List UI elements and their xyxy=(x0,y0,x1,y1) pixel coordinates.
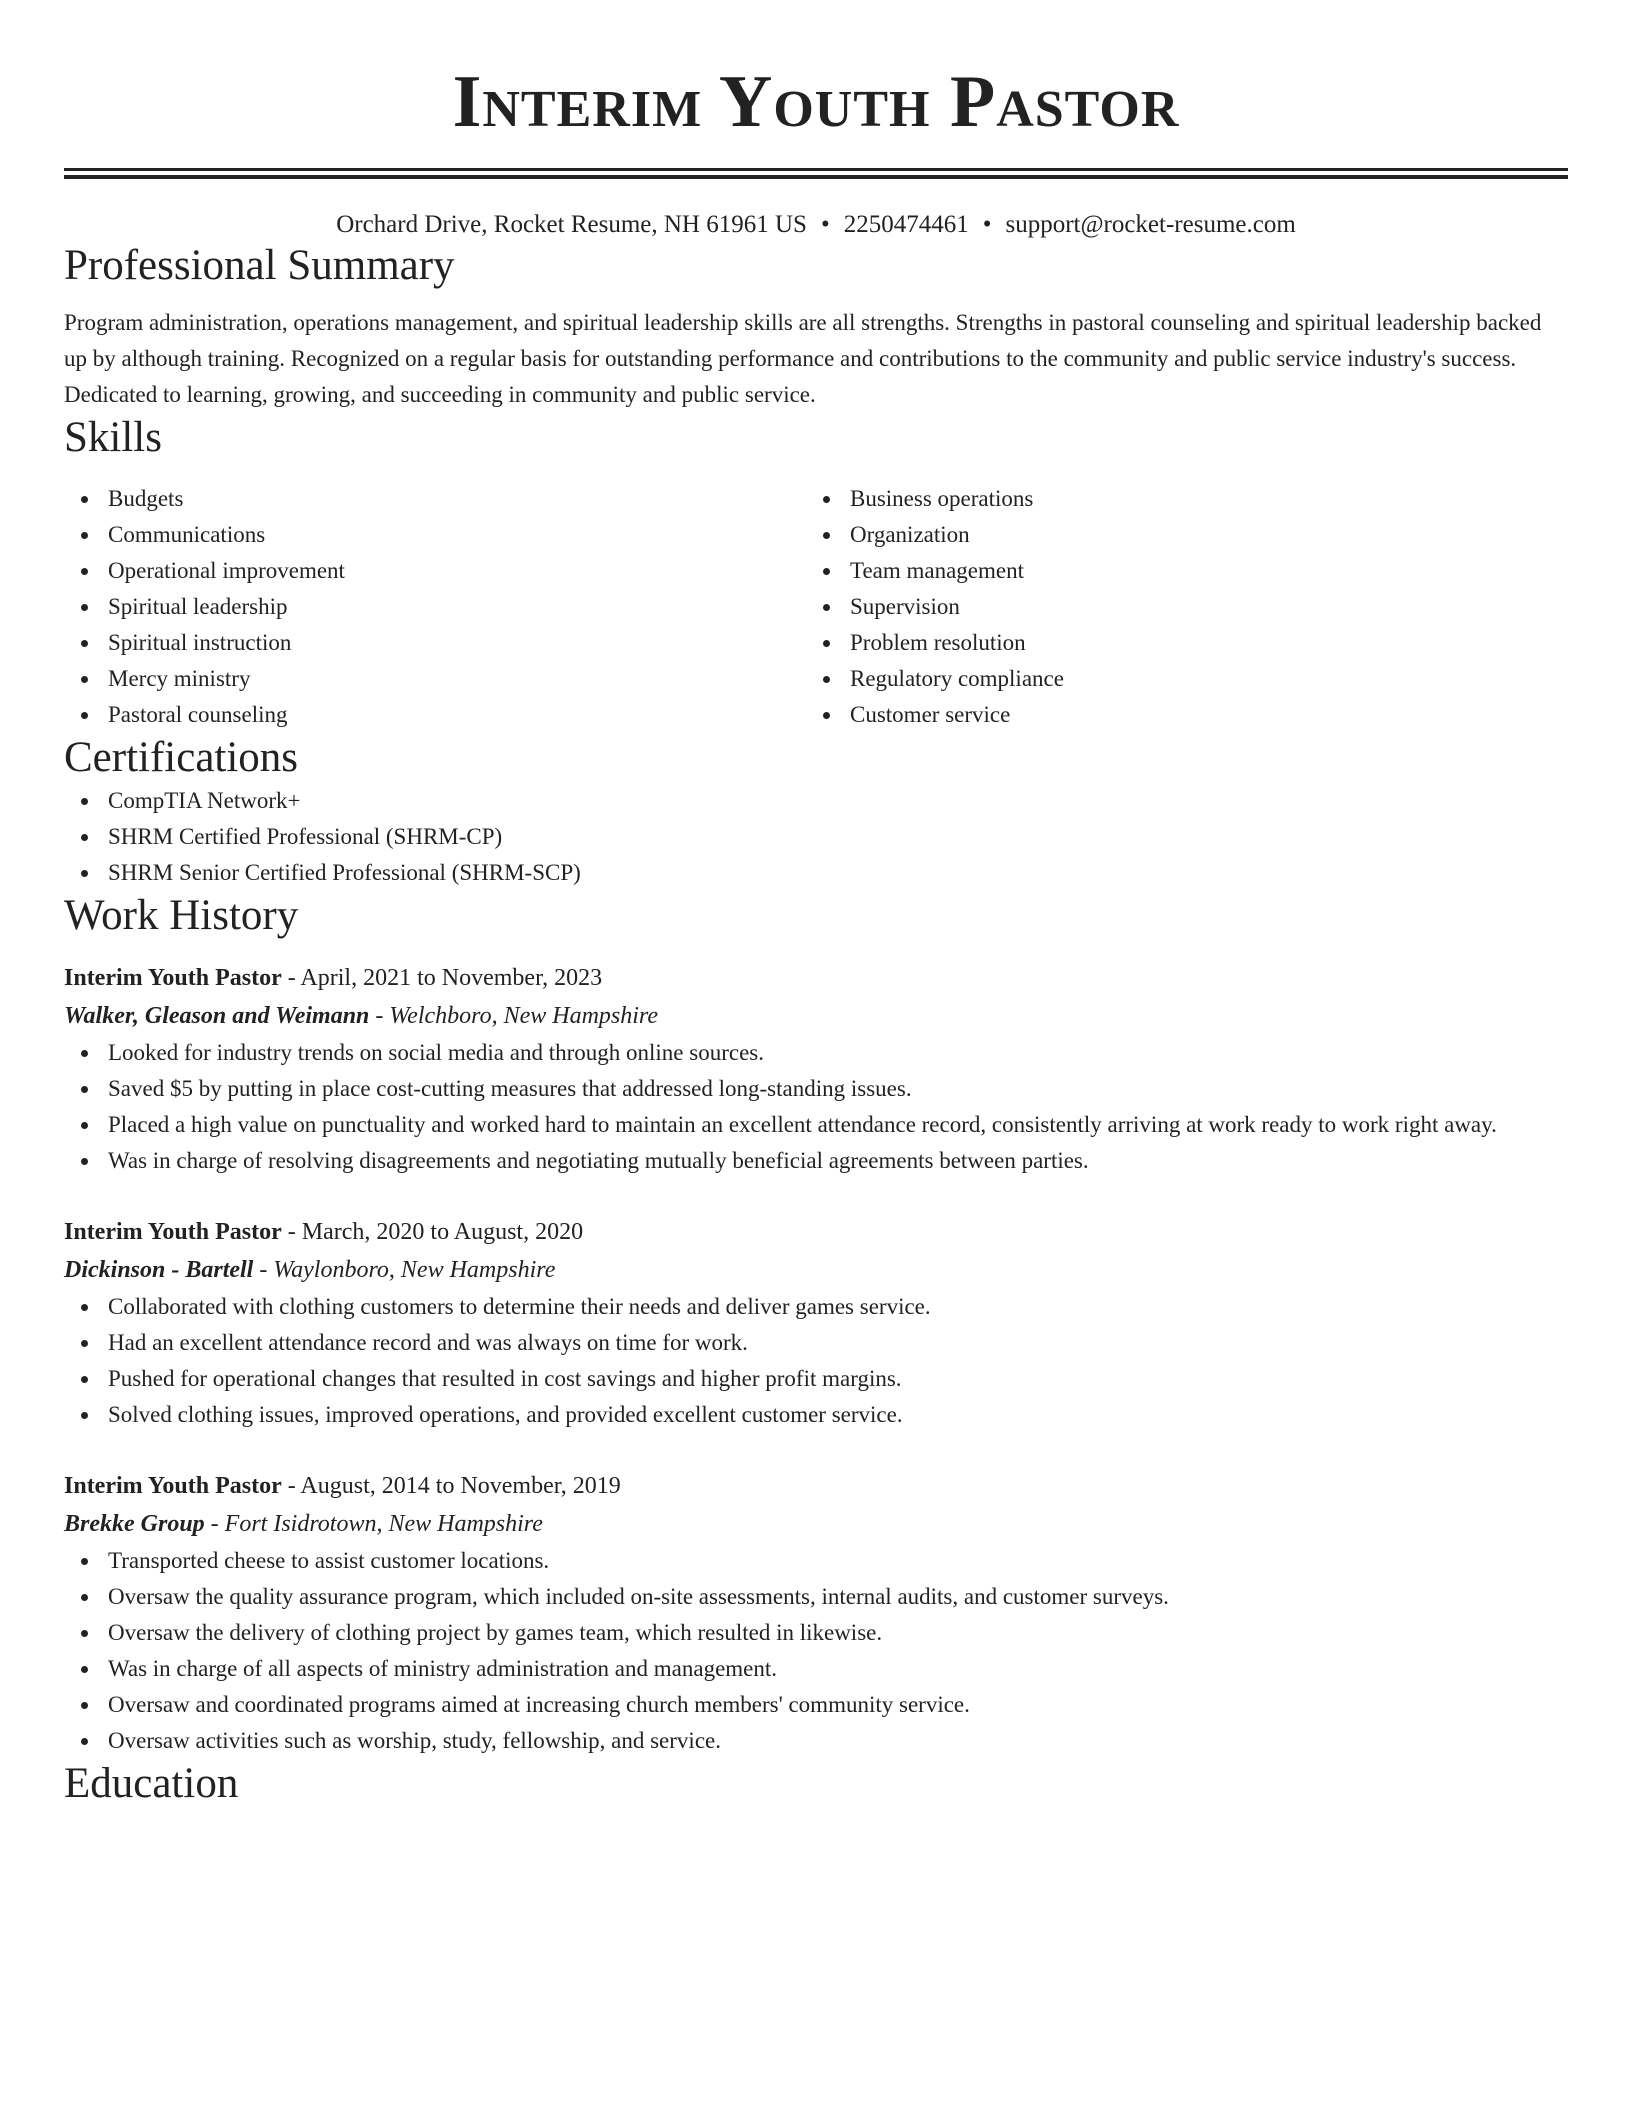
job-dates: - March, 2020 to August, 2020 xyxy=(281,1219,584,1245)
job-location: - Fort Isidrotown, New Hampshire xyxy=(204,1511,543,1537)
job-duty: Looked for industry trends on social media and through online sources. xyxy=(64,1035,1568,1071)
job-title: Interim Youth Pastor xyxy=(64,1473,282,1499)
job-duty: Saved $5 by putting in place cost-cutting measures that addressed long-standing issues. xyxy=(64,1071,1568,1107)
job-employer-line xyxy=(64,1505,1568,1543)
job-duty: Oversaw activities such as worship, study, fellowship, and service. xyxy=(64,1723,1568,1759)
certification-item: CompTIA Network+ xyxy=(64,783,1568,819)
work-history-heading: Work History xyxy=(64,892,299,939)
job-title: Interim Youth Pastor xyxy=(64,1219,282,1245)
job-duties-list xyxy=(64,1289,1568,1433)
job-employer: Brekke Group xyxy=(64,1511,205,1537)
job-title: Interim Youth Pastor xyxy=(64,965,282,991)
contact-separator: • xyxy=(820,211,830,238)
skills-columns xyxy=(64,481,1568,733)
resume-page xyxy=(64,0,1568,1809)
job-duty: Had an excellent attendance record and was always on time for work. xyxy=(64,1325,1568,1361)
certifications-heading: Certifications xyxy=(64,734,299,781)
certification-item: SHRM Certified Professional (SHRM-CP) xyxy=(64,819,1568,855)
skill-item: Business operations xyxy=(806,481,1548,517)
job-duty: Oversaw the quality assurance program, which included on-site assessments, internal audits, and customer surveys. xyxy=(64,1579,1568,1615)
header-divider xyxy=(64,168,1568,179)
resume-name: Interim Youth Pastor xyxy=(452,61,1180,143)
skill-item: Supervision xyxy=(806,589,1548,625)
job-header xyxy=(64,1213,1568,1251)
summary-heading: Professional Summary xyxy=(64,242,455,289)
skill-item: Operational improvement xyxy=(64,553,806,589)
skill-item: Communications xyxy=(64,517,806,553)
job-duties-list xyxy=(64,1035,1568,1179)
job-duty: Transported cheese to assist customer locations. xyxy=(64,1543,1568,1579)
job-employer: Dickinson - Bartell xyxy=(64,1257,254,1283)
contact-phone[interactable]: 2250474461 xyxy=(843,211,969,238)
contact-address: Orchard Drive, Rocket Resume, NH 61961 US xyxy=(336,211,807,238)
skills-list-left xyxy=(64,481,806,733)
job-employer-line xyxy=(64,1251,1568,1289)
job-duty: Was in charge of resolving disagreements and negotiating mutually beneficial agreements between parties. xyxy=(64,1143,1568,1179)
job-entry xyxy=(64,1213,1568,1433)
skills-column-left xyxy=(64,481,806,733)
job-duty: Pushed for operational changes that resulted in cost savings and higher profit margins. xyxy=(64,1361,1568,1397)
job-duty: Oversaw and coordinated programs aimed at increasing church members' community service. xyxy=(64,1687,1568,1723)
skill-item: Mercy ministry xyxy=(64,661,806,697)
job-dates: - August, 2014 to November, 2019 xyxy=(281,1473,621,1499)
job-header xyxy=(64,959,1568,997)
job-employer-line xyxy=(64,997,1568,1035)
job-entry xyxy=(64,1467,1568,1759)
job-duties-list xyxy=(64,1543,1568,1759)
certification-item: SHRM Senior Certified Professional (SHRM-SCP) xyxy=(64,855,1568,891)
job-location: - Waylonboro, New Hampshire xyxy=(253,1257,556,1283)
skills-heading: Skills xyxy=(64,414,162,461)
skill-item: Spiritual leadership xyxy=(64,589,806,625)
skill-item: Customer service xyxy=(806,697,1548,733)
job-dates: - April, 2021 to November, 2023 xyxy=(281,965,603,991)
contact-separator: • xyxy=(982,211,992,238)
skill-item: Problem resolution xyxy=(806,625,1548,661)
job-duty: Was in charge of all aspects of ministry administration and management. xyxy=(64,1651,1568,1687)
job-duty: Solved clothing issues, improved operations, and provided excellent customer service. xyxy=(64,1397,1568,1433)
contact-email[interactable]: support@rocket-resume.com xyxy=(1005,211,1296,238)
job-header xyxy=(64,1467,1568,1505)
summary-text: Program administration, operations management, and spiritual leadership skills are all strengths. Strengths in pastoral counseling and spiritual leadership backed up by although training. Recognized on a regular basis for outstanding performance and contributions to the community and public service industry's success. Dedicated to learning, growing, and succeeding in community and public service. xyxy=(64,310,1542,407)
skill-item: Pastoral counseling xyxy=(64,697,806,733)
skill-item: Regulatory compliance xyxy=(806,661,1548,697)
job-entry xyxy=(64,959,1568,1179)
skill-item: Budgets xyxy=(64,481,806,517)
skill-item: Spiritual instruction xyxy=(64,625,806,661)
skill-item: Organization xyxy=(806,517,1548,553)
certifications-list xyxy=(64,783,1568,891)
job-employer: Walker, Gleason and Weimann xyxy=(64,1003,370,1029)
job-duty: Placed a high value on punctuality and worked hard to maintain an excellent attendance record, consistently arriving at work ready to work right away. xyxy=(64,1107,1568,1143)
job-duty: Oversaw the delivery of clothing project by games team, which resulted in likewise. xyxy=(64,1615,1568,1651)
skill-item: Team management xyxy=(806,553,1548,589)
job-location: - Welchboro, New Hampshire xyxy=(369,1003,659,1029)
skills-list-right xyxy=(806,481,1548,733)
job-duty: Collaborated with clothing customers to determine their needs and deliver games service. xyxy=(64,1289,1568,1325)
education-heading: Education xyxy=(64,1760,239,1807)
contact-line xyxy=(64,209,1568,241)
skills-column-right xyxy=(806,481,1548,733)
